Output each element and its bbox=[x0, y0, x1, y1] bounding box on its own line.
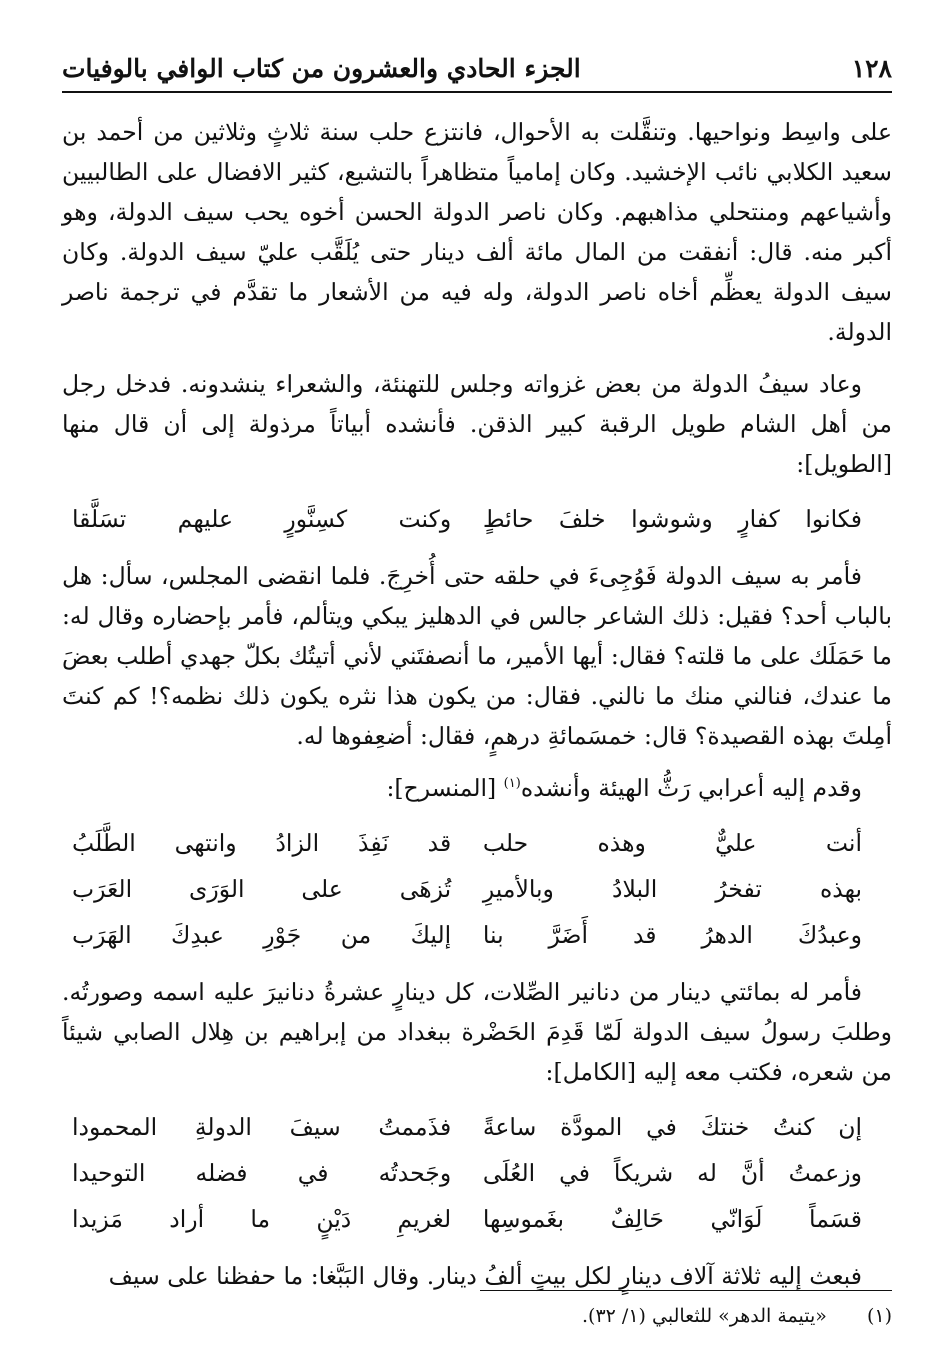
verse-second-half: إليكَ من جَوْرِ عبدِكَ الهَرَب bbox=[72, 921, 452, 949]
running-title: الجزء الحادي والعشرون من كتاب الوافي بالوفيات bbox=[62, 53, 581, 83]
paragraph-5: فأمر له بمائتي دينار من دنانير الصِّلات، كل دينارٍ عشرةُ دنانيرَ عليه اسمه وصورتُه. وطلبَ رسولُ سيف الدولة لَمّا قَدِمَ الحَضْرة ببغداد من إبراهيم بن هِلال الصابي شيئاً من شعره، فكتب معه إليه [الكامل]: bbox=[62, 978, 892, 1086]
verse-first-half: بهذه تفخرُ البلادُ وبالأميرِ bbox=[482, 875, 862, 903]
verse-second-half: تُزهَى على الوَرَى العَرَب bbox=[72, 875, 452, 903]
footnote bbox=[62, 1300, 892, 1332]
paragraph-4-text: وقدم إليه أعرابي رَثُّ الهيئة وأنشده bbox=[520, 774, 862, 802]
verse-first-half: أنت عليٌّ وهذه حلب bbox=[482, 829, 862, 857]
header-rule bbox=[62, 91, 892, 93]
verse-group-3 bbox=[62, 1104, 892, 1242]
paragraph-3: فأمر به سيف الدولة فَوُجِىءَ في حلقه حتى أُخرِجَ. فلما انقضى المجلس، سأل: هل بالباب أحد؟ فقيل: ذلك الشاعر جالس في الدهليز يبكي ويتألم، فأمر بإحضاره وقال له: ما حَمَلَك على ما قلته؟ فقال: أيها الأمير، ما أنصفتَني لأني أتيتُك بكلّ جهدي أطلب بعضَ ما عندك، فنالني منك ما نالني. فقال: من يكون هذا نثره يكون ذلك نظمه؟! كم كنتَ أمِلتَ بهذه القصيدة؟ قال: خمسَمائةِ درهمٍ، فقال: أضعِفوها له. bbox=[62, 562, 892, 750]
footnote-rule bbox=[480, 1290, 892, 1291]
body-text bbox=[62, 112, 892, 1308]
verse-first-half: وعبدُكَ الدهرُ قد أَضَرَّ بنا bbox=[482, 921, 862, 949]
verse-line bbox=[62, 866, 892, 912]
verse-group-2 bbox=[62, 820, 892, 958]
verse-second-half: وجَحدتُه في فضله التوحيدا bbox=[72, 1159, 452, 1187]
verse-second-half: لغريمِ دَيْنٍ ما أراد مَزيدا bbox=[72, 1205, 452, 1233]
footnote-marker: (١) bbox=[503, 776, 521, 792]
footnote-number: (١) bbox=[866, 1305, 892, 1327]
footnote-text: «يتيمة الدهر» للثعالبي (١/ ٣٢). bbox=[582, 1305, 827, 1327]
paragraph-2: وعاد سيفُ الدولة من بعض غزواته وجلس للتهنئة، والشعراء ينشدونه. فدخل رجل من أهل الشام طويل الرقبة كبير الذقن. فأنشده أبياتاً مرذولة إلى أن قال منها [الطويل]: bbox=[62, 370, 892, 478]
verse-line bbox=[62, 496, 892, 542]
verse-line bbox=[62, 1104, 892, 1150]
verse-second-half: وكنت كسِنَّورٍ عليهم تسَلَّقا bbox=[72, 505, 452, 533]
paragraph-4-meter: [المنسرح]: bbox=[386, 774, 504, 802]
verse-second-half: فذَممتُ سيفَ الدولةِ المحمودا bbox=[72, 1113, 452, 1141]
verse-line bbox=[62, 820, 892, 866]
verse-first-half: قسَماً لَوَانّي حَالِفٌ بغَموسِها bbox=[482, 1205, 862, 1233]
verse-first-half: إن كنتُ خنتكَ في المودَّة ساعةً bbox=[482, 1113, 862, 1141]
verse-line bbox=[62, 1150, 892, 1196]
verse-line bbox=[62, 912, 892, 958]
page-header bbox=[62, 46, 892, 90]
paragraph-1: على واسِط ونواحيها. وتنقَّلت به الأحوال، فانتزع حلب سنة ثلاثٍ وثلاثين من أحمد بن سعيد الكلابي نائب الإخشيد. وكان إمامياً متظاهراً بالتشيع، كثير الافضال على الطالبيين وأشياعهم ومنتحلي مذاهبهم. وكان ناصر الدولة الحسن أخوه يحب سيف الدولة، وهو أكبر منه. قال: أنفقت من المال مائة ألف دينار حتى يُلَقَّب عليّ سيف الدولة. وكان سيف الدولة يعظِّم أخاه ناصر الدولة، وله فيه من الأشعار ما تقدَّم في ترجمة ناصر الدولة. bbox=[62, 118, 892, 346]
page-number: ١٢٨ bbox=[851, 53, 892, 83]
paragraph-6: فبعث إليه ثلاثة آلاف دينارٍ لكل بيتٍ ألفُ دينار. وقال البَبَّغا: ما حفظنا على سيف bbox=[108, 1262, 862, 1290]
verse-first-half: وزعمتُ أنَّ له شريكاً في العُلَى bbox=[482, 1159, 862, 1187]
verse-line bbox=[62, 1196, 892, 1242]
verse-first-half: فكانوا كفارٍ وشوشوا خلفَ حائطٍ bbox=[482, 505, 862, 533]
paragraph-4 bbox=[62, 768, 892, 808]
verse-second-half: قد نَفِذَ الزادُ وانتهى الطَّلَبُ bbox=[72, 829, 452, 857]
verse-group-1 bbox=[62, 496, 892, 542]
